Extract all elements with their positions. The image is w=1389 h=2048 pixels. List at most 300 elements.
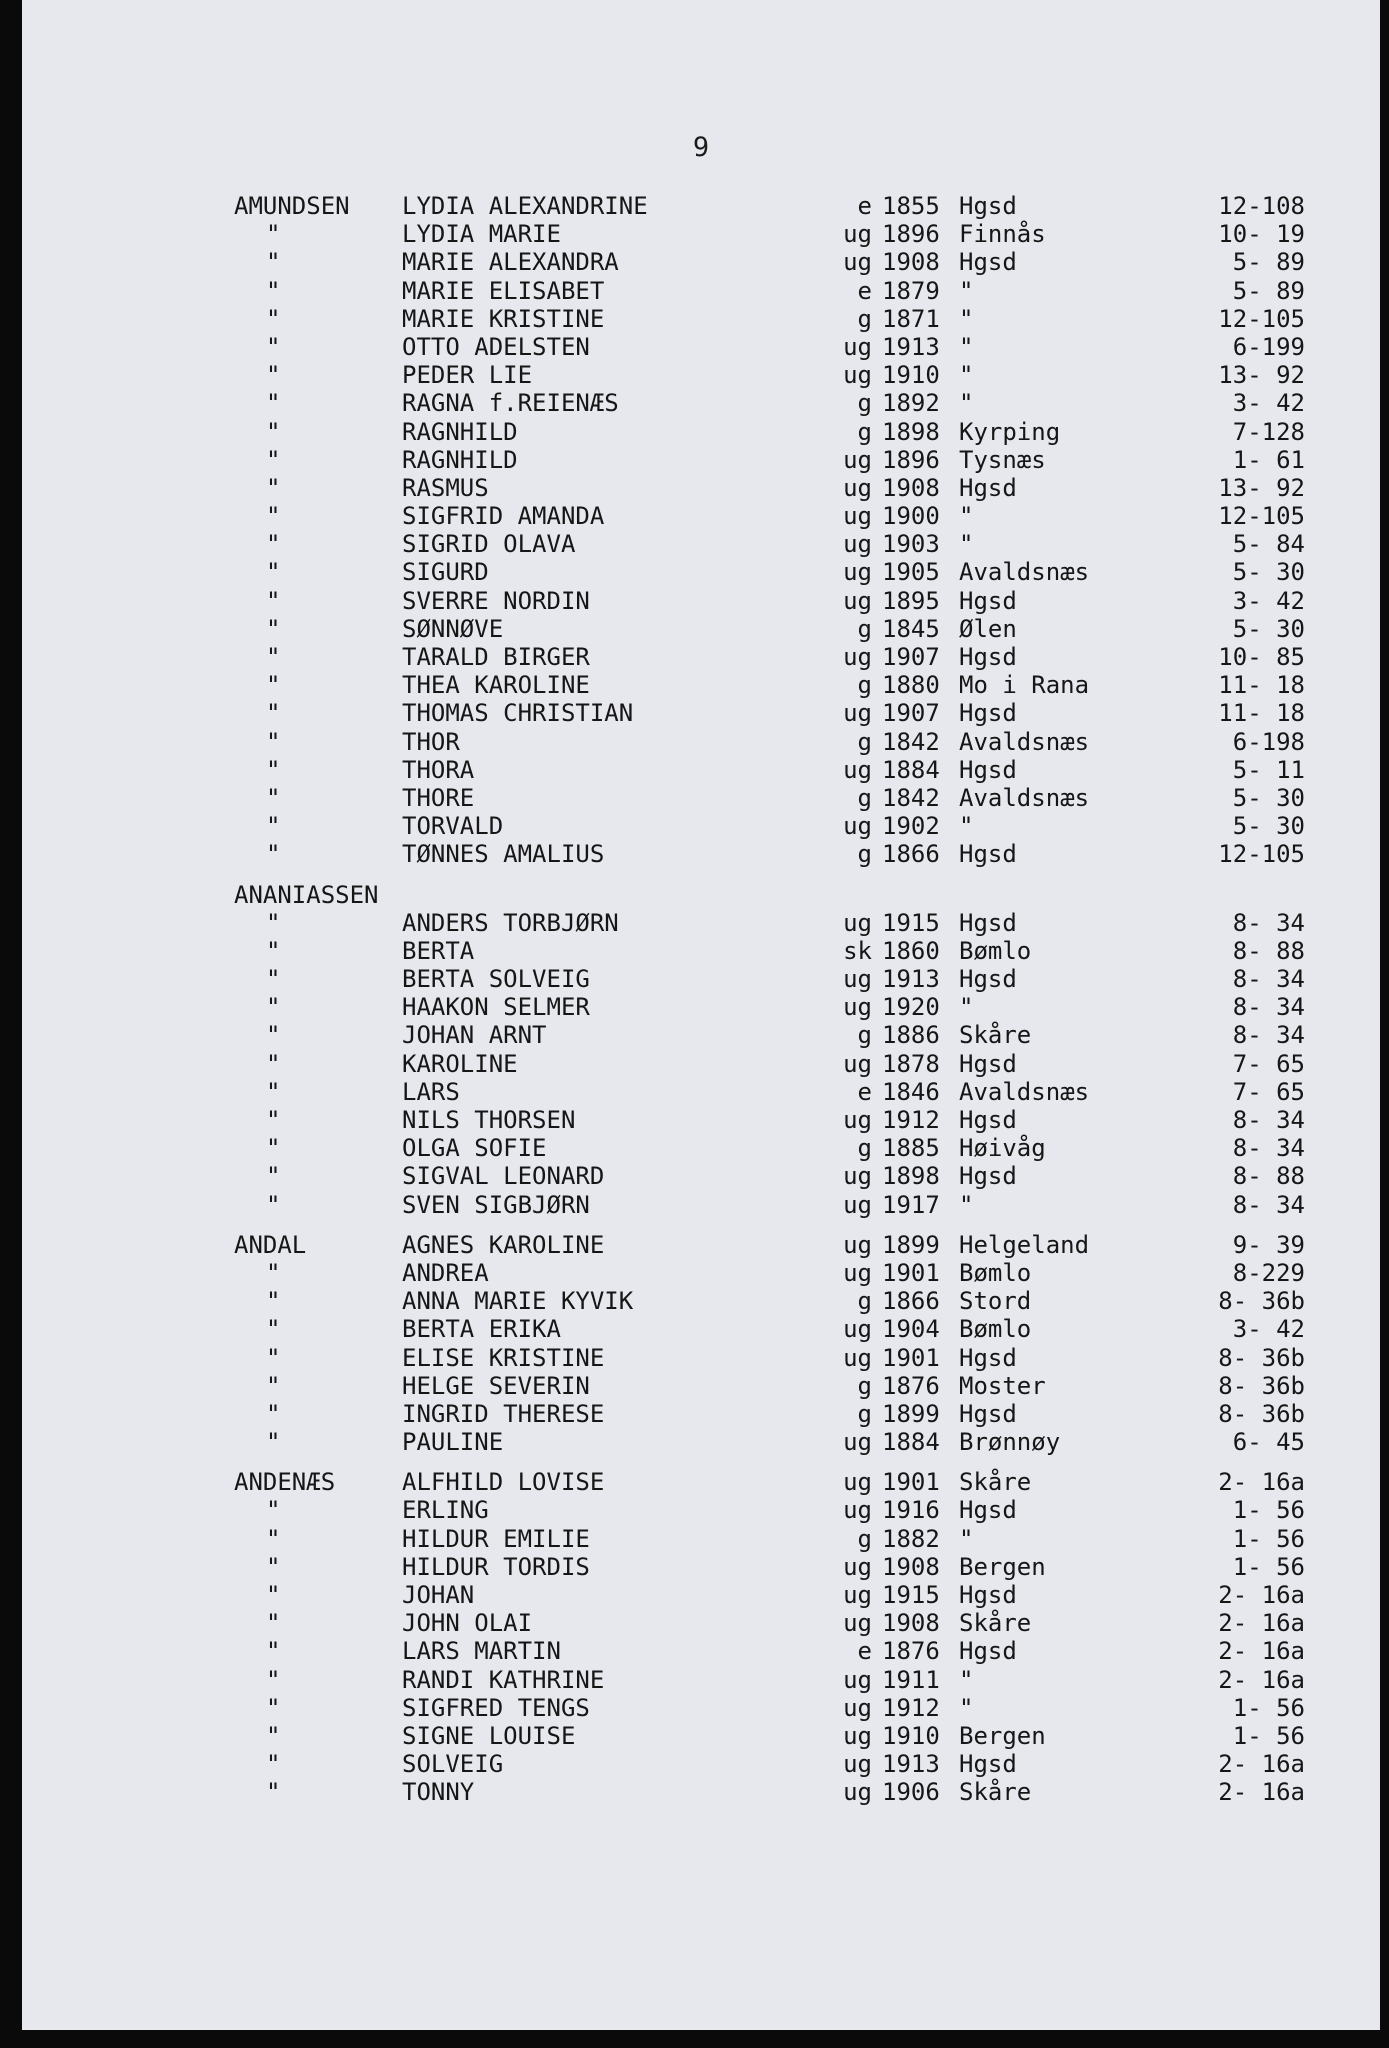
entry-status: ug (843, 248, 872, 277)
entry-ref: 2- 16a (1218, 1637, 1305, 1666)
entry-year: 1915 (882, 1581, 940, 1609)
register-entry (22, 1106, 1380, 1134)
entry-given: SIGFRED TENGS (402, 1693, 590, 1722)
entry-year: 1880 (882, 671, 940, 700)
entry-status: ug (843, 558, 872, 587)
entry-status: e (857, 192, 872, 220)
entry-year: 1855 (882, 192, 940, 220)
register-entry (22, 1021, 1380, 1049)
entry-status: ug (843, 993, 872, 1022)
entry-given: BERTA ERIKA (402, 1315, 561, 1344)
entry-ditto: " (266, 727, 281, 756)
entry-given: LYDIA MARIE (402, 220, 561, 249)
group-separator (22, 1219, 1380, 1231)
entry-given: HILDUR EMILIE (402, 1524, 590, 1553)
entry-ditto: " (266, 530, 281, 559)
entry-given: SOLVEIG (402, 1750, 504, 1779)
entry-ditto: " (266, 1637, 281, 1666)
entry-ref: 11- 18 (1218, 699, 1305, 728)
entry-given: TORVALD (402, 812, 504, 841)
entry-place: Bergen (959, 1721, 1046, 1750)
register-entry (22, 1637, 1380, 1665)
entry-year: 1876 (882, 1637, 940, 1666)
register-entry (22, 1078, 1380, 1106)
entry-ref: 13- 92 (1218, 361, 1305, 390)
entry-year: 1885 (882, 1134, 940, 1163)
surname: ANDAL (234, 1230, 307, 1259)
entry-ref: 13- 92 (1218, 473, 1305, 502)
entry-status: ug (843, 1315, 872, 1344)
register-entry (22, 333, 1380, 361)
entry-place: Skåre (959, 1609, 1032, 1638)
entry-ditto: " (266, 643, 281, 671)
entry-status: g (857, 304, 872, 333)
register-entry (22, 1344, 1380, 1372)
surname: AMUNDSEN (234, 192, 350, 220)
entry-place: " (959, 530, 974, 559)
entry-status: g (857, 417, 872, 446)
entry-place: Bømlo (959, 1315, 1032, 1344)
entry-status: g (857, 1021, 872, 1050)
entry-year: 1884 (882, 755, 940, 784)
register-entry (22, 305, 1380, 333)
entry-year: 1901 (882, 1343, 940, 1372)
entry-year: 1884 (882, 1428, 940, 1457)
document-page (22, 0, 1380, 2030)
entry-ditto: " (266, 936, 281, 965)
entry-ref: 8- 36b (1218, 1399, 1305, 1428)
entry-place: Skåre (959, 1468, 1032, 1497)
entry-ref: 1- 56 (1232, 1552, 1305, 1581)
entry-status: ug (843, 1552, 872, 1581)
entry-given: SVEN SIGBJØRN (402, 1190, 590, 1219)
entry-ditto: " (266, 755, 281, 784)
entry-ref: 7- 65 (1232, 1049, 1305, 1078)
entry-ditto: " (266, 1496, 281, 1525)
entry-status: ug (843, 965, 872, 994)
surname: ANANIASSEN (234, 880, 379, 909)
entry-ref: 11- 18 (1218, 671, 1305, 700)
entry-given: BERTA SOLVEIG (402, 965, 590, 994)
register-entry (22, 1162, 1380, 1190)
entry-given: OTTO ADELSTEN (402, 332, 590, 361)
entry-year: 1899 (882, 1230, 940, 1259)
entry-place: Mo i Rana (959, 671, 1090, 700)
entry-given: SVERRE NORDIN (402, 586, 590, 615)
entry-year: 1896 (882, 445, 940, 474)
register-entry (22, 1750, 1380, 1778)
entry-ditto: " (266, 1049, 281, 1078)
entry-ditto: " (266, 965, 281, 994)
entry-year: 1910 (882, 1721, 940, 1750)
entry-status: g (857, 389, 872, 418)
entry-status: ug (843, 1428, 872, 1457)
register-entry (22, 1050, 1380, 1078)
entry-status: g (857, 1287, 872, 1316)
entry-status: ug (843, 1496, 872, 1525)
register-entry (22, 530, 1380, 558)
entry-given: MARIE ALEXANDRA (402, 248, 619, 277)
entry-ditto: " (266, 445, 281, 474)
entry-year: 1901 (882, 1258, 940, 1287)
entry-ditto: " (266, 1581, 281, 1609)
entry-place: " (959, 332, 974, 361)
entry-year: 1878 (882, 1049, 940, 1078)
entry-given: JOHAN (402, 1581, 475, 1609)
entry-ref: 12-105 (1218, 502, 1305, 531)
entry-year: 1892 (882, 389, 940, 418)
entry-ref: 2- 16a (1218, 1581, 1305, 1609)
entry-status: e (857, 276, 872, 305)
register-entry (22, 728, 1380, 756)
entry-ditto: " (266, 1428, 281, 1457)
register-entry (22, 1496, 1380, 1524)
entry-status: ug (843, 1162, 872, 1191)
entry-ditto: " (266, 840, 281, 869)
entry-status: ug (843, 908, 872, 937)
entry-year: 1886 (882, 1021, 940, 1050)
entry-status: ug (843, 586, 872, 615)
entry-place: Hgsd (959, 1162, 1017, 1191)
entry-ditto: " (266, 1609, 281, 1638)
entry-place: Ølen (959, 614, 1017, 643)
entry-place: Hgsd (959, 1750, 1017, 1779)
entry-place: Brønnøy (959, 1428, 1061, 1457)
entry-place: Bømlo (959, 936, 1032, 965)
register-entry (22, 909, 1380, 937)
register-entry (22, 389, 1380, 417)
entry-year: 1896 (882, 220, 940, 249)
entry-year: 1900 (882, 502, 940, 531)
entry-given: RANDI KATHRINE (402, 1665, 605, 1694)
entry-status: ug (843, 1468, 872, 1497)
register-entry (22, 474, 1380, 502)
entry-year: 1904 (882, 1315, 940, 1344)
entry-ditto: " (266, 783, 281, 812)
entry-place: Avaldsnæs (959, 1077, 1090, 1106)
entry-ref: 6- 45 (1232, 1428, 1305, 1457)
entry-given: SIGNE LOUISE (402, 1721, 576, 1750)
entry-ref: 8- 36b (1218, 1287, 1305, 1316)
entry-ref: 2- 16a (1218, 1609, 1305, 1638)
entry-year: 1901 (882, 1468, 940, 1497)
register-entry (22, 587, 1380, 615)
entry-ditto: " (266, 586, 281, 615)
entry-ditto: " (266, 1315, 281, 1344)
entry-ditto: " (266, 1665, 281, 1694)
entry-given: ERLING (402, 1496, 489, 1525)
entry-ditto: " (266, 993, 281, 1022)
entry-ref: 12-105 (1218, 840, 1305, 869)
entry-given: PEDER LIE (402, 361, 533, 390)
entry-ref: 5- 84 (1232, 530, 1305, 559)
entry-given: OLGA SOFIE (402, 1134, 547, 1163)
entry-place: " (959, 993, 974, 1022)
entry-ref: 8- 36b (1218, 1343, 1305, 1372)
entry-place: " (959, 812, 974, 841)
entry-status: g (857, 1524, 872, 1553)
entry-ditto: " (266, 248, 281, 277)
entry-place: Avaldsnæs (959, 558, 1090, 587)
register-entry (22, 1287, 1380, 1315)
entry-ref: 6-199 (1232, 332, 1305, 361)
entry-place: Hgsd (959, 1637, 1017, 1666)
entry-ditto: " (266, 361, 281, 390)
entry-ditto: " (266, 671, 281, 700)
entry-year: 1899 (882, 1399, 940, 1428)
entry-ref: 8- 34 (1232, 965, 1305, 994)
entry-status: ug (843, 1581, 872, 1609)
entry-given: ALFHILD LOVISE (402, 1468, 605, 1497)
register-entry (22, 558, 1380, 586)
entry-given: RAGNHILD (402, 445, 518, 474)
entry-ditto: " (266, 276, 281, 305)
entry-ditto: " (266, 332, 281, 361)
entry-ref: 8- 34 (1232, 993, 1305, 1022)
register-entry (22, 192, 1380, 220)
entry-ref: 2- 16a (1218, 1468, 1305, 1497)
entry-status: g (857, 614, 872, 643)
register-entry (22, 1134, 1380, 1162)
entry-ref: 5- 89 (1232, 248, 1305, 277)
entry-status: ug (843, 1106, 872, 1134)
entry-place: Hgsd (959, 248, 1017, 277)
entry-ref: 5- 89 (1232, 276, 1305, 305)
entry-given: JOHN OLAI (402, 1609, 533, 1638)
entry-place: Bergen (959, 1552, 1046, 1581)
entry-ditto: " (266, 1693, 281, 1722)
entry-given: THEA KAROLINE (402, 671, 590, 700)
entry-place: " (959, 1524, 974, 1553)
entry-place: Hgsd (959, 1581, 1017, 1609)
entry-ditto: " (266, 1343, 281, 1372)
surname: ANDENÆS (234, 1468, 336, 1497)
entry-given: ANDERS TORBJØRN (402, 908, 619, 937)
entry-ref: 1- 56 (1232, 1693, 1305, 1722)
register-entry (22, 812, 1380, 840)
entry-status: ug (843, 530, 872, 559)
entry-place: " (959, 1190, 974, 1219)
entry-ref: 8-229 (1232, 1258, 1305, 1287)
entry-ditto: " (266, 1552, 281, 1581)
entry-year: 1871 (882, 304, 940, 333)
entry-status: ug (843, 1049, 872, 1078)
entry-year: 1908 (882, 1552, 940, 1581)
entry-year: 1879 (882, 276, 940, 305)
entry-year: 1842 (882, 783, 940, 812)
entry-ref: 9- 39 (1232, 1230, 1305, 1259)
entry-year: 1920 (882, 993, 940, 1022)
entry-status: ug (843, 699, 872, 728)
entry-status: ug (843, 1750, 872, 1779)
entry-given: RAGNA f.REIENÆS (402, 389, 619, 418)
entry-given: JOHAN ARNT (402, 1021, 547, 1050)
entry-ditto: " (266, 1778, 281, 1807)
entry-status: g (857, 1134, 872, 1163)
entry-ditto: " (266, 614, 281, 643)
entry-ditto: " (266, 220, 281, 249)
entry-place: " (959, 361, 974, 390)
entry-year: 1908 (882, 473, 940, 502)
entry-year: 1860 (882, 936, 940, 965)
entry-ref: 8- 34 (1232, 1190, 1305, 1219)
entry-place: Bømlo (959, 1258, 1032, 1287)
entry-status: ug (843, 1693, 872, 1722)
entry-ref: 8- 88 (1232, 936, 1305, 965)
entry-status: ug (843, 755, 872, 784)
entry-place: Hgsd (959, 908, 1017, 937)
entry-place: Hgsd (959, 1343, 1017, 1372)
entry-ref: 5- 30 (1232, 614, 1305, 643)
entry-status: ug (843, 1665, 872, 1694)
entry-given: RASMUS (402, 473, 489, 502)
entry-status: ug (843, 643, 872, 671)
entry-ref: 8- 36b (1218, 1371, 1305, 1400)
entry-given: SIGURD (402, 558, 489, 587)
entry-year: 1866 (882, 1287, 940, 1316)
entry-year: 1845 (882, 614, 940, 643)
entry-ref: 7-128 (1232, 417, 1305, 446)
entry-ref: 1- 61 (1232, 445, 1305, 474)
register-entry (22, 277, 1380, 305)
entry-ditto: " (266, 699, 281, 728)
entry-year: 1907 (882, 643, 940, 671)
entry-given: SIGVAL LEONARD (402, 1162, 605, 1191)
register-entry (22, 1259, 1380, 1287)
entry-status: ug (843, 220, 872, 249)
entry-status: sk (843, 936, 872, 965)
register-entry (22, 1372, 1380, 1400)
entry-given: TARALD BIRGER (402, 643, 590, 671)
entry-status: ug (843, 1258, 872, 1287)
entry-ref: 1- 56 (1232, 1496, 1305, 1525)
entry-ref: 8- 34 (1232, 1106, 1305, 1134)
register-entry (22, 1778, 1380, 1806)
entry-ditto: " (266, 812, 281, 841)
entry-status: e (857, 1077, 872, 1106)
register-entry (22, 1428, 1380, 1456)
entry-year: 1905 (882, 558, 940, 587)
entry-ditto: " (266, 502, 281, 531)
register-entry (22, 1581, 1380, 1609)
entry-year: 1911 (882, 1665, 940, 1694)
entry-status: g (857, 671, 872, 700)
entry-status: ug (843, 332, 872, 361)
entry-given: HILDUR TORDIS (402, 1552, 590, 1581)
entry-given: KAROLINE (402, 1049, 518, 1078)
entry-year: 1903 (882, 530, 940, 559)
entry-status: ug (843, 1230, 872, 1259)
entry-ditto: " (266, 1371, 281, 1400)
entry-ref: 10- 19 (1218, 220, 1305, 249)
entry-given: INGRID THERESE (402, 1399, 605, 1428)
entry-place: Helgeland (959, 1230, 1090, 1259)
register-entry (22, 1694, 1380, 1722)
entry-ditto: " (266, 389, 281, 418)
entry-year: 1906 (882, 1778, 940, 1807)
entry-status: ug (843, 1609, 872, 1638)
register-entry (22, 643, 1380, 671)
register-entry (22, 1315, 1380, 1343)
entry-place: " (959, 1693, 974, 1722)
entry-year: 1876 (882, 1371, 940, 1400)
entry-given: THORE (402, 783, 475, 812)
entry-status: ug (843, 1778, 872, 1807)
page-number: 9 (692, 132, 710, 163)
register-entry (22, 446, 1380, 474)
entry-year: 1902 (882, 812, 940, 841)
entry-ref: 2- 16a (1218, 1665, 1305, 1694)
entry-ref: 6-198 (1232, 727, 1305, 756)
entry-year: 1842 (882, 727, 940, 756)
register-entry (22, 965, 1380, 993)
entry-status: g (857, 840, 872, 869)
register-entry (22, 1722, 1380, 1750)
register-entry (22, 248, 1380, 276)
entry-status: e (857, 1637, 872, 1666)
entry-ditto: " (266, 1106, 281, 1134)
register-entry (22, 1191, 1380, 1219)
entry-year: 1898 (882, 1162, 940, 1191)
entry-year: 1912 (882, 1693, 940, 1722)
entry-place: Tysnæs (959, 445, 1046, 474)
entry-place: Hgsd (959, 755, 1017, 784)
entry-year: 1898 (882, 417, 940, 446)
entry-place: Skåre (959, 1778, 1032, 1807)
entry-given: AGNES KAROLINE (402, 1230, 605, 1259)
entry-place: Kyrping (959, 417, 1061, 446)
register-entry (22, 671, 1380, 699)
entry-place: Hgsd (959, 1496, 1017, 1525)
register-entry (22, 1609, 1380, 1637)
entry-year: 1866 (882, 840, 940, 869)
entry-place: Avaldsnæs (959, 727, 1090, 756)
entry-ref: 1- 56 (1232, 1721, 1305, 1750)
entry-ditto: " (266, 1077, 281, 1106)
register-entry (22, 1525, 1380, 1553)
entry-place: Avaldsnæs (959, 783, 1090, 812)
entry-year: 1913 (882, 1750, 940, 1779)
entry-year: 1916 (882, 1496, 940, 1525)
entry-given: ANNA MARIE KYVIK (402, 1287, 634, 1316)
register-entry (22, 1553, 1380, 1581)
entry-given: RAGNHILD (402, 417, 518, 446)
entry-status: ug (843, 502, 872, 531)
entry-ref: 8- 34 (1232, 908, 1305, 937)
entry-place: Hgsd (959, 1049, 1017, 1078)
entry-status: g (857, 1399, 872, 1428)
entry-given: ANDREA (402, 1258, 489, 1287)
entry-status: ug (843, 812, 872, 841)
entry-ditto: " (266, 1134, 281, 1163)
entry-place: Hgsd (959, 473, 1017, 502)
entry-given: THOMAS CHRISTIAN (402, 699, 634, 728)
entry-given: TONNY (402, 1778, 475, 1807)
entry-place: Finnås (959, 220, 1046, 249)
entry-ref: 12-108 (1218, 192, 1305, 220)
entry-given: SIGFRID AMANDA (402, 502, 605, 531)
entry-place: Skåre (959, 1021, 1032, 1050)
entry-place: Hgsd (959, 1106, 1017, 1134)
entry-ditto: " (266, 1750, 281, 1779)
entry-place: Hgsd (959, 192, 1017, 220)
entry-ditto: " (266, 1524, 281, 1553)
entry-ditto: " (266, 1021, 281, 1050)
entry-status: ug (843, 1343, 872, 1372)
entry-year: 1908 (882, 248, 940, 277)
entry-given: THORA (402, 755, 475, 784)
entry-given: ELISE KRISTINE (402, 1343, 605, 1372)
